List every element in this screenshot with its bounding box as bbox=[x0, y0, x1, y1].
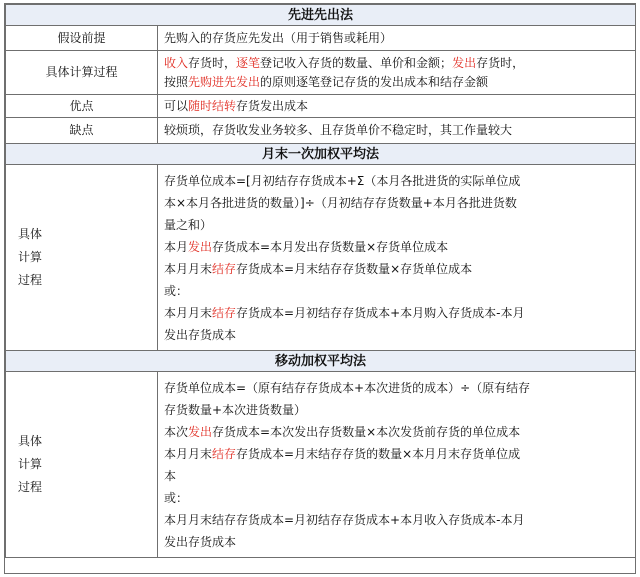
monthly-process-text: 存货单位成本=[月初结存存货成本+Σ（本月各批进货的实际单位成 本×本月各批进货的数量）]÷（月初结存存货数量+本月各批进货数 量之和） 本月发出存货成本=本月发出存货数量×存货单位成本 本月月末结存存货成本=月末结存存货数量×存货单位成本 或： 本月月末结存存货成本=月初结存存货成本+本月购入存货成本-本月 发出存货成本 bbox=[158, 165, 636, 351]
disadvantage-label: 缺点 bbox=[6, 118, 158, 144]
fifo-process-label: 具体计算过程 bbox=[6, 51, 158, 95]
disadvantage-text: 较烦琐，存货收发业务较多、且存货单价不稳定时，其工作量较大 bbox=[158, 118, 636, 144]
highlight-one-by-one: 逐笔 bbox=[236, 55, 261, 70]
moving-process-text: 存货单位成本=（原有结存存货成本+本次进货的成本）÷（原有结存 存货数量+本次进货数量） 本次发出存货成本=本次发出存货数量×本次发货前存货的单位成本 本月月末结存存货成本=月末结存存货的数量×本月月末存货单位成 本 或： 本月月末结存存货成本=月初结存存货成本+本月收入存货成本-本月 发出存货成本 bbox=[158, 372, 636, 558]
moving-title: 移动加权平均法 bbox=[6, 351, 636, 372]
highlight-anytime: 随时结转 bbox=[188, 98, 237, 113]
inventory-methods-table bbox=[4, 3, 636, 574]
highlight-issue: 发出 bbox=[452, 55, 477, 70]
moving-process-label: 具体 计算 过程 bbox=[6, 372, 158, 558]
highlight-receive: 收入 bbox=[164, 55, 189, 70]
advantage-text: 可以随时结转存货发出成本 bbox=[158, 95, 636, 118]
assumption-label: 假设前提 bbox=[6, 26, 158, 51]
highlight-fifo-principle: 先购进先发出 bbox=[188, 74, 261, 89]
fifo-process-text: 收入存货时，逐笔登记收入存货的数量、单价和金额；发出存货时， 按照先购进先发出的原则逐笔登记存货的发出成本和结存金额 bbox=[158, 51, 636, 95]
advantage-label: 优点 bbox=[6, 95, 158, 118]
monthly-title: 月末一次加权平均法 bbox=[6, 144, 636, 165]
assumption-text: 先购入的存货应先发出（用于销售或耗用） bbox=[158, 26, 636, 51]
monthly-process-label: 具体 计算 过程 bbox=[6, 165, 158, 351]
fifo-title: 先进先出法 bbox=[6, 5, 636, 26]
